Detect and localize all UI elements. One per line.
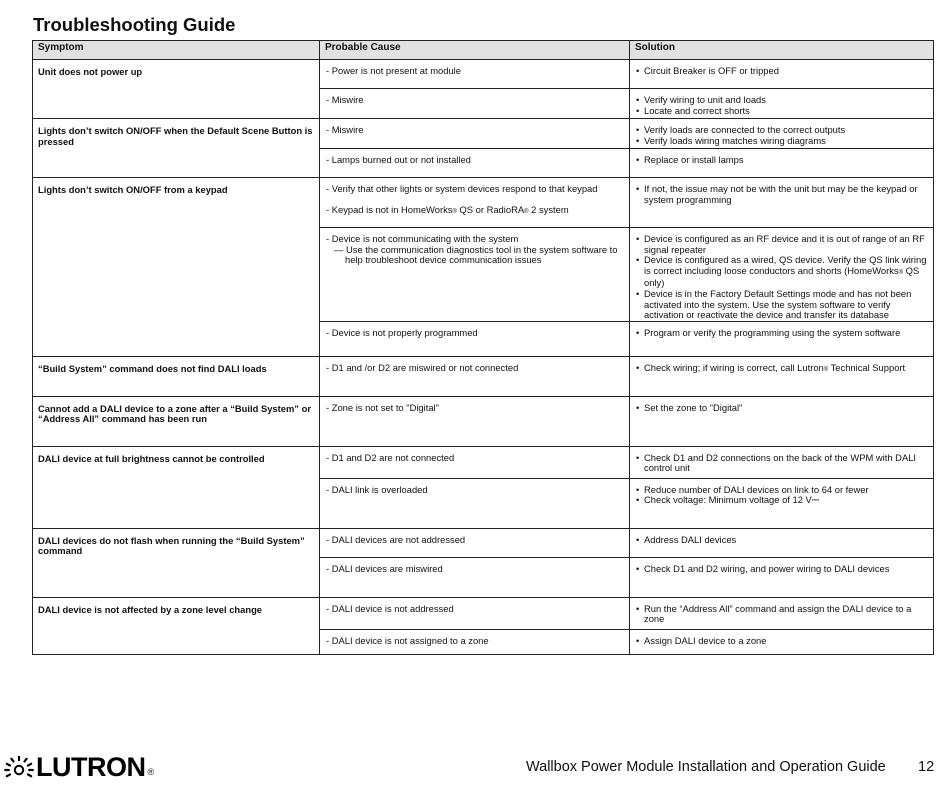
solution-text: Check voltage: Minimum voltage of 12 V⎓ bbox=[644, 494, 820, 506]
troubleshooting-table bbox=[32, 40, 934, 655]
solution-text-part: Technical Support bbox=[828, 361, 906, 373]
solution-item bbox=[636, 234, 927, 255]
solution-text: Locate and correct shorts bbox=[644, 104, 750, 116]
solution-cell bbox=[630, 60, 934, 89]
table-row bbox=[33, 178, 934, 228]
solution-item bbox=[636, 453, 927, 474]
table-row bbox=[33, 356, 934, 396]
solution-cell bbox=[630, 528, 934, 557]
table-row bbox=[33, 597, 934, 629]
solution-text: Assign DALI device to a zone bbox=[644, 634, 767, 646]
bullet: • bbox=[636, 104, 640, 116]
header-symptom: Symptom bbox=[33, 41, 320, 60]
symptom-cell: Lights don’t switch ON/OFF from a keypad bbox=[33, 178, 320, 357]
bullet: • bbox=[636, 401, 640, 413]
solution-cell bbox=[630, 89, 934, 119]
solution-item bbox=[636, 403, 927, 414]
symptom-cell: “Build System” command does not find DALI loads bbox=[33, 356, 320, 396]
cause-text: - DALI link is overloaded bbox=[326, 483, 428, 495]
symptom-cell: DALI devices do not flash when running the “Build System” command bbox=[33, 528, 320, 597]
cause-text: - Device is not communicating with the system bbox=[326, 233, 519, 244]
cause-cell bbox=[320, 396, 630, 446]
symptom-cell: Lights don’t switch ON/OFF when the Default Scene Button is pressed bbox=[33, 119, 320, 178]
cause-cell bbox=[320, 149, 630, 178]
solution-item bbox=[636, 95, 927, 106]
sunburst-icon bbox=[4, 756, 34, 780]
solution-item bbox=[636, 289, 927, 321]
cause-cell bbox=[320, 119, 630, 149]
solution-text: Run the “Address All” command and assign the DALI device to a zone bbox=[644, 602, 912, 625]
solution-cell bbox=[630, 356, 934, 396]
cause-cell bbox=[320, 356, 630, 396]
logo-registered-mark: ® bbox=[147, 766, 155, 777]
solution-cell bbox=[630, 321, 934, 356]
bullet: • bbox=[636, 154, 640, 165]
solution-cell bbox=[630, 149, 934, 178]
solution-text bbox=[644, 363, 905, 376]
cause-text: - D1 and /or D2 are miswired or not connected bbox=[326, 361, 519, 373]
solution-item bbox=[636, 604, 927, 625]
solution-cell bbox=[630, 478, 934, 528]
bullet: • bbox=[636, 326, 640, 338]
bullet: • bbox=[636, 183, 640, 194]
solution-cell bbox=[630, 228, 934, 322]
solution-cell bbox=[630, 629, 934, 654]
header-solution: Solution bbox=[630, 41, 934, 60]
cause-text-part: 2 system bbox=[528, 203, 569, 215]
table-row bbox=[33, 119, 934, 149]
solution-item bbox=[636, 495, 927, 506]
table-row bbox=[33, 528, 934, 557]
bullet: • bbox=[636, 361, 640, 373]
page-title: Troubleshooting Guide bbox=[33, 14, 236, 35]
cause-text-part: - Keypad is not in HomeWorks bbox=[326, 203, 453, 215]
cause-cell bbox=[320, 228, 630, 322]
registered-mark: ® bbox=[823, 366, 829, 373]
cause-subtext: — Use the communication diagnostics tool in the system software to help troubleshoot device communication issues bbox=[334, 243, 618, 266]
logo-wordmark: LUTRON bbox=[36, 752, 146, 782]
solution-cell bbox=[630, 396, 934, 446]
cause-text: - D1 and D2 are not connected bbox=[326, 451, 455, 463]
cause-cell bbox=[320, 89, 630, 119]
cause-text: - Miswire bbox=[326, 94, 364, 105]
solution-cell bbox=[630, 446, 934, 478]
cause-text: - DALI device is not assigned to a zone bbox=[326, 634, 489, 646]
table-header-row bbox=[33, 41, 934, 60]
header-probable-cause: Probable Cause bbox=[320, 41, 630, 60]
solution-cell bbox=[630, 597, 934, 629]
cause-cell bbox=[320, 478, 630, 528]
solution-item bbox=[636, 106, 927, 117]
bullet: • bbox=[636, 634, 640, 646]
solution-text-part: QS only) bbox=[644, 264, 920, 289]
cause-text-part: QS or RadioRA bbox=[456, 203, 525, 215]
solution-item bbox=[636, 564, 927, 575]
solution-text: Verify wiring to unit and loads bbox=[644, 94, 766, 105]
bullet: • bbox=[636, 124, 640, 135]
bullet: • bbox=[636, 134, 640, 146]
cause-cell bbox=[320, 446, 630, 478]
solution-item bbox=[636, 155, 927, 166]
bullet: • bbox=[636, 562, 640, 574]
cause-text: - Lamps burned out or not installed bbox=[326, 154, 471, 165]
solution-text: Device is configured as an RF device and it is out of range of an RF signal repeater bbox=[644, 233, 925, 255]
solution-text: Set the zone to "Digital" bbox=[644, 401, 743, 413]
cause-text: - DALI device is not addressed bbox=[326, 602, 454, 614]
solution-item bbox=[636, 535, 927, 546]
solution-cell bbox=[630, 178, 934, 228]
solution-text-part: Device is configured as a wired, QS device. Verify the QS link wiring is correct including loose conductors and shorts (HomeWorks bbox=[644, 254, 927, 276]
lutron-logo bbox=[4, 752, 154, 783]
cause-text bbox=[326, 205, 623, 218]
cause-cell bbox=[320, 629, 630, 654]
page-number: 12 bbox=[918, 759, 935, 775]
bullet: • bbox=[636, 602, 640, 614]
symptom-cell: DALI device at full brightness cannot be controlled bbox=[33, 446, 320, 528]
solution-text: Check D1 and D2 connections on the back of the WPM with DALI control unit bbox=[644, 451, 917, 474]
solution-text: Replace or install lamps bbox=[644, 154, 744, 165]
bullet: • bbox=[636, 254, 640, 266]
cause-text: - DALI devices are not addressed bbox=[326, 533, 466, 545]
symptom-cell: DALI device is not affected by a zone level change bbox=[33, 597, 320, 654]
solution-item bbox=[636, 636, 927, 647]
footer-document-title: Wallbox Power Module Installation and Operation Guide bbox=[526, 759, 886, 775]
symptom-cell: Cannot add a DALI device to a zone after a “Build System” or “Address All” command has been run bbox=[33, 396, 320, 446]
cause-cell bbox=[320, 528, 630, 557]
bullet: • bbox=[636, 483, 640, 495]
cause-text: - Miswire bbox=[326, 124, 364, 135]
bullet: • bbox=[636, 533, 640, 545]
registered-mark: ® bbox=[452, 208, 457, 215]
solution-text: Address DALI devices bbox=[644, 533, 737, 545]
solution-item bbox=[636, 184, 927, 205]
bullet: • bbox=[636, 494, 640, 506]
bullet: • bbox=[636, 94, 640, 105]
cause-cell bbox=[320, 178, 630, 228]
solution-cell bbox=[630, 119, 934, 149]
solution-text: Program or verify the programming using the system software bbox=[644, 326, 901, 338]
table-row bbox=[33, 396, 934, 446]
cause-cell bbox=[320, 321, 630, 356]
symptom-cell: Unit does not power up bbox=[33, 60, 320, 119]
solution-text: Verify loads wiring matches wiring diagrams bbox=[644, 134, 826, 146]
cause-text: - Verify that other lights or system devices respond to that keypad bbox=[326, 183, 598, 194]
solution-text-part: Check wiring; if wiring is correct, call Lutron bbox=[644, 361, 824, 373]
registered-mark: ® bbox=[898, 269, 904, 276]
solution-text: Device is in the Factory Default Settings mode and has not been activated into the system. Use the system software to verify activation or reactivate the device and transfer its database bbox=[644, 287, 912, 321]
solution-text: If not, the issue may not be with the unit but may be the keypad or system programming bbox=[644, 183, 918, 205]
table-row bbox=[33, 60, 934, 89]
bullet: • bbox=[636, 65, 640, 76]
cause-cell bbox=[320, 557, 630, 597]
cause-text: - Power is not present at module bbox=[326, 65, 461, 76]
registered-mark: ® bbox=[524, 208, 529, 215]
bullet: • bbox=[636, 287, 640, 299]
cause-cell bbox=[320, 60, 630, 89]
cause-text: - Zone is not set to "Digital" bbox=[326, 401, 439, 413]
bullet: • bbox=[636, 233, 640, 244]
solution-text bbox=[644, 255, 927, 289]
solution-text: Check D1 and D2 wiring, and power wiring to DALI devices bbox=[644, 562, 890, 574]
solution-item bbox=[636, 125, 927, 136]
solution-text: Circuit Breaker is OFF or tripped bbox=[644, 65, 779, 76]
cause-text: - Device is not properly programmed bbox=[326, 326, 478, 338]
solution-cell bbox=[630, 557, 934, 597]
solution-text: Reduce number of DALI devices on link to 64 or fewer bbox=[644, 483, 869, 495]
solution-item bbox=[636, 136, 927, 147]
bullet: • bbox=[636, 451, 640, 463]
cause-cell bbox=[320, 597, 630, 629]
solution-item bbox=[636, 66, 927, 77]
table-row bbox=[33, 446, 934, 478]
cause-text: - DALI devices are miswired bbox=[326, 562, 443, 574]
solution-item bbox=[636, 363, 927, 376]
solution-text: Verify loads are connected to the correct outputs bbox=[644, 124, 846, 135]
solution-item bbox=[636, 328, 927, 339]
solution-item bbox=[636, 255, 927, 289]
